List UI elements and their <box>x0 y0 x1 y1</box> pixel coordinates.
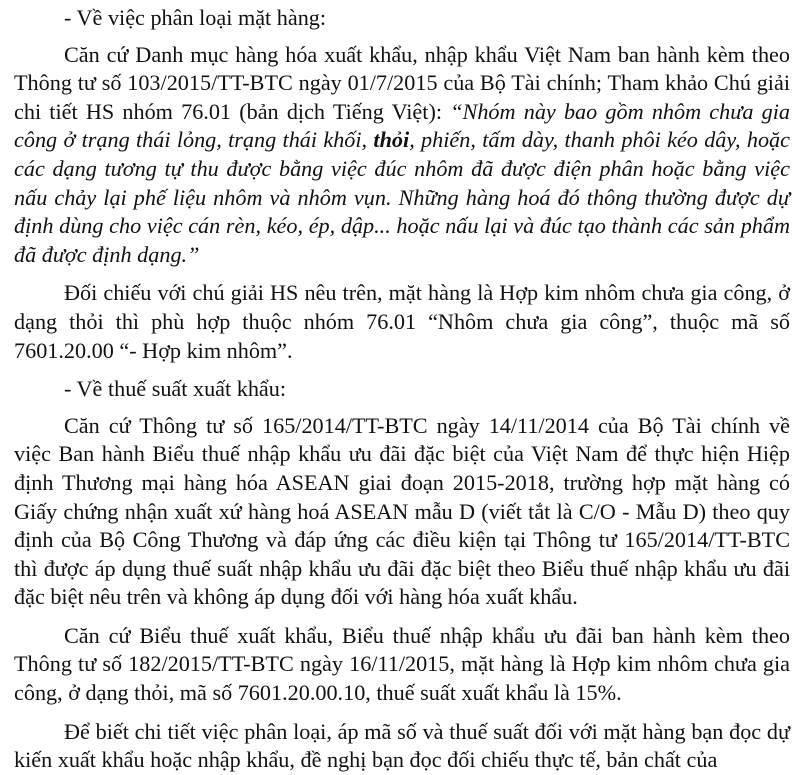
paragraph-classification-conclusion: Đối chiếu với chú giải HS nêu trên, mặt hàng là Hợp kim nhôm chưa gia công, ở dạng thỏi thì phù hợp thuộc nhóm 76.01 “Nhôm chưa gia công”, thuộc mã số 7601.20.00 “- Hợp kim nhôm”. <box>14 280 790 363</box>
paragraph-special-preferential-tariff: Căn cứ Thông tư số 165/2014/TT-BTC ngày 14/11/2014 của Bộ Tài chính về việc Ban hành Biểu thuế nhập khẩu ưu đãi đặc biệt của Việt Nam để thực hiện Hiệp định Thương mại hàng hóa ASEAN giai đoạn 2015-2018, trường hợp mặt hàng có Giấy chứng nhận xuất xứ hàng hoá ASEAN mẫu D (viết tắt là C/O - Mẫu D) theo quy định của Bộ Công Thương và đáp ứng các điều kiện tại Thông tư 165/2014/TT-BTC thì được áp dụng thuế suất nhập khẩu ưu đãi đặc biệt theo Biểu thuế nhập khẩu ưu đãi đặc biệt nêu trên và không áp dụng đối với hàng hóa xuất khẩu. <box>14 412 790 610</box>
section-heading-classification: - Về việc phân loại mặt hàng: <box>64 5 327 30</box>
section-heading-export-tax: - Về thuế suất xuất khẩu: <box>64 376 287 402</box>
basis-intro-text: Căn cứ Danh mục hàng hóa xuất khẩu, nhập khẩu Việt Nam ban hành kèm theo Thông tư số 103/2015/TT-BTC ngày 01/7/2015 của Bộ Tài chính; Tham khảo Chú giải chi tiết HS nhóm 76.01 (bản dịch Tiếng Việt): <box>14 41 790 124</box>
paragraph-reader-guidance: Để biết chi tiết việc phân loại, áp mã số và thuế suất đối với mặt hàng bạn đọc dự kiến xuất khẩu hoặc nhập khẩu, đề nghị bạn đọc đối chiếu thực tế, bản chất của <box>14 718 790 773</box>
paragraph-classification-basis <box>14 41 790 270</box>
quote-emphasis-word: thỏi <box>373 127 410 153</box>
quote-text-start: “Nhóm này bao gồm nhôm chưa gia công ở trạng thái lỏng, trạng thái khối, <box>14 98 790 153</box>
paragraph-export-tax-rate: Căn cứ Biểu thuế xuất khẩu, Biểu thuế nhập khẩu ưu đãi ban hành kèm theo Thông tư số 182/2015/TT-BTC ngày 16/11/2015, mặt hàng là Hợp kim nhôm chưa gia công, ở dạng thỏi, mã số 7601.20.00.10, thuế suất xuất khẩu là 15%. <box>14 622 790 706</box>
quote-text-end: , phiến, tấm dày, thanh phôi kéo dây, hoặc các dạng tương tự thu được bằng việc đúc nhôm đã được điện phân hoặc bằng việc nấu chảy lại phế liệu nhôm và nhôm vụn. Những hàng hoá đó thông thường được dự định dùng cho việc cán rèn, kéo, ép, dập... hoặc nấu lại và đúc tạo thành các sản phẩm đã được định dạng.” <box>14 127 790 267</box>
